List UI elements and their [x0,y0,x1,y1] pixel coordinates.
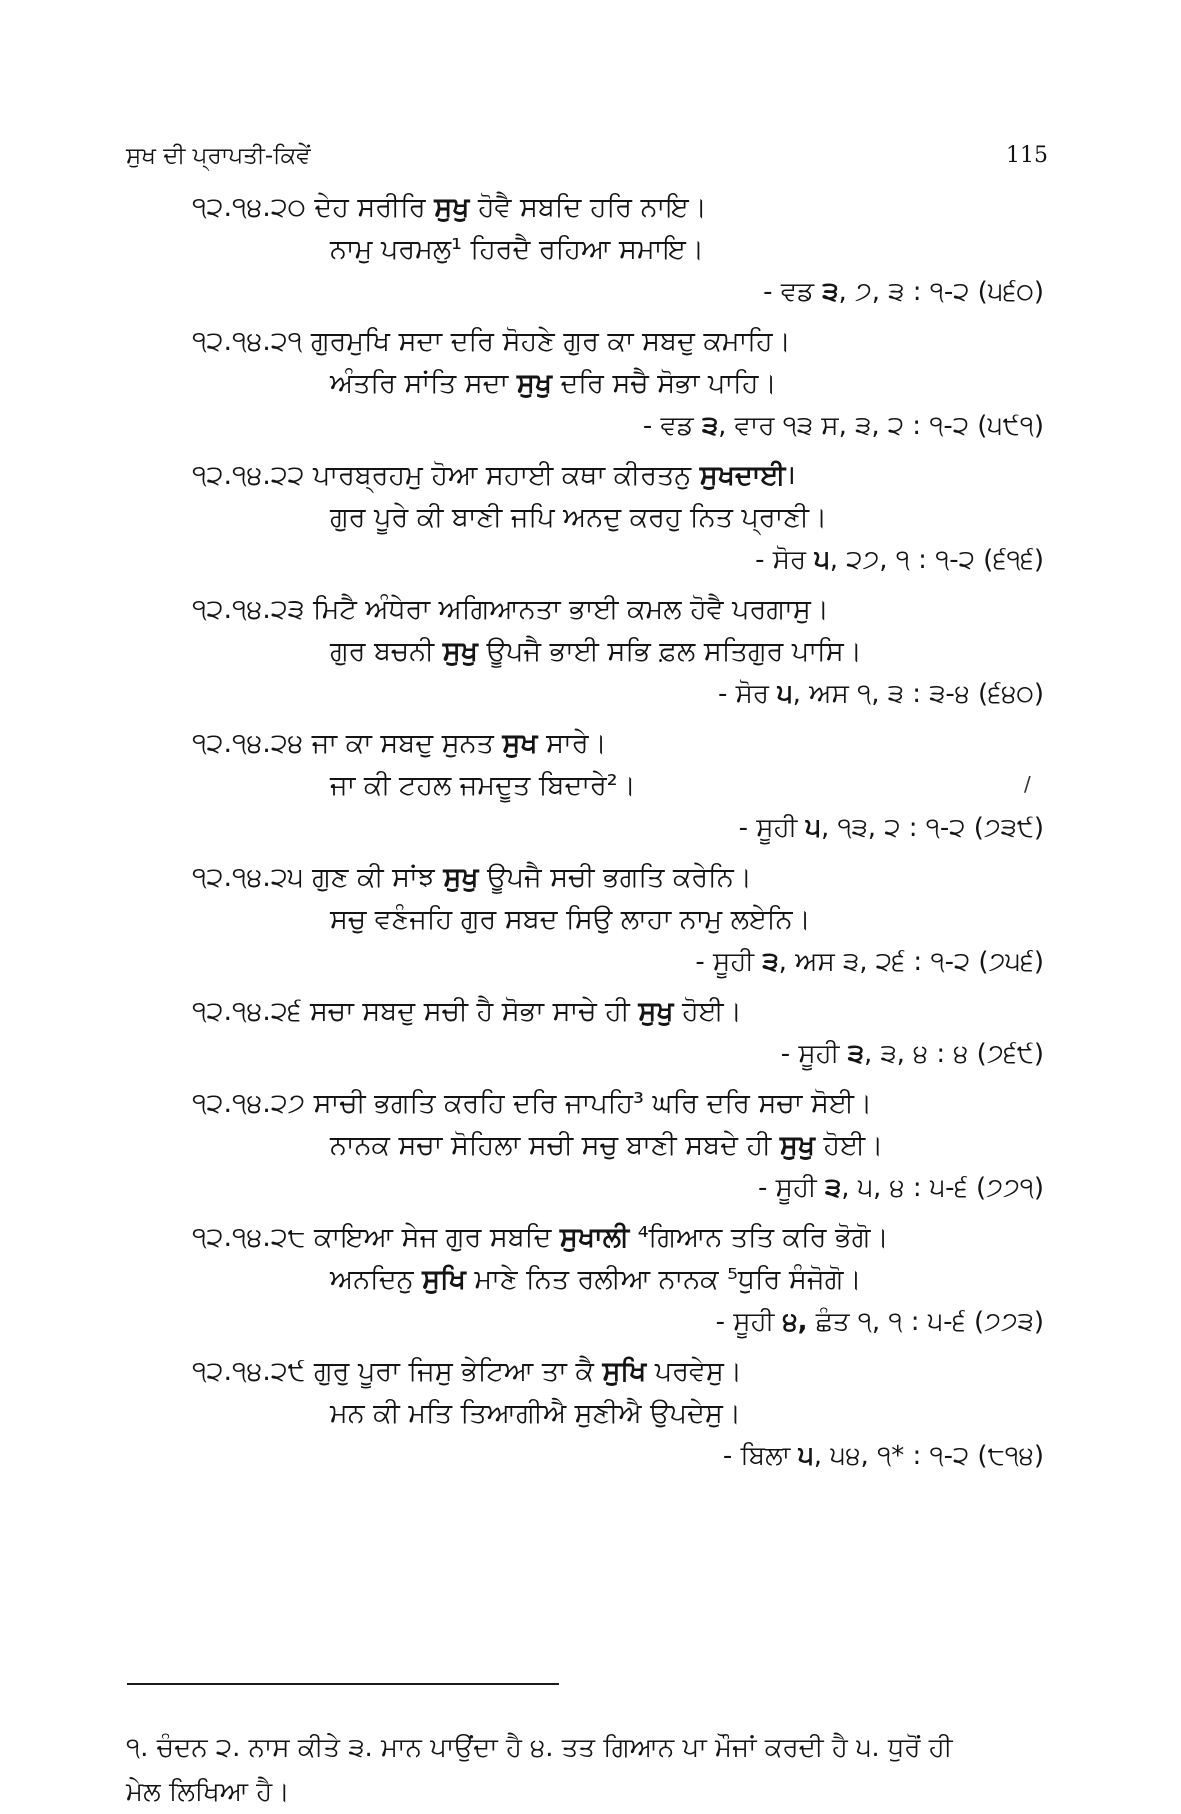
running-header-title: ਸੁਖ ਦੀ ਪ੍ਰਾਪਤੀ-ਕਿਵੇਂ [126,143,311,169]
verse-entry [0,321,1181,447]
verse-entry [0,991,1181,1075]
verse-line-first: ੧੨.੧੪.੨੨ ਪਾਰਬ੍ਰਹਮੁ ਹੋਆ ਸਹਾਈ ਕਥਾ ਕੀਰਤਨੁ ਸੁਖਦਾਈ। [192,460,796,491]
verse-entry [0,455,1181,581]
verse-entry [0,1217,1181,1343]
verse-line-first: ੧੨.੧੪.੨੮ ਕਾਇਆ ਸੇਜ ਗੁਰ ਸਬਦਿ ਸੁਖਾਲੀ ⁴ਗਿਆਨ ਤਤਿ ਕਰਿ ਭੋਗੋ। [192,1222,889,1253]
verse-line-first: ੧੨.੧੪.੨੧ ਗੁਰਮੁਖਿ ਸਦਾ ਦਰਿ ਸੋਹਣੇ ਗੁਰ ਕਾ ਸਬਦੁ ਕਮਾਹਿ। [192,326,791,357]
verse-line-second: ਗੁਰ ਬਚਨੀ ਸੁਖੁ ਊਪਜੈ ਭਾਈ ਸਭਿ ਫ਼ਲ ਸਤਿਗੁਰ ਪਾਸਿ। [330,636,862,667]
verse-line-second: ਗੁਰ ਪੂਰੇ ਕੀ ਬਾਣੀ ਜਪਿ ਅਨਦੁ ਕਰਹੁ ਨਿਤ ਪ੍ਰਾਣੀ। [330,502,828,533]
page-number: 115 [1006,143,1048,168]
verse-entry [0,723,1181,849]
verse-line-second: ਅਨਦਿਨੁ ਸੁਖਿ ਮਾਣੇ ਨਿਤ ਰਲੀਆ ਨਾਨਕ ⁵ਧੁਰਿ ਸੰਜੋਗੋ। [330,1264,862,1295]
verse-source-reference: - ਸੋਰ ੫, ੨੭, ੧ : ੧-੨ (੬੧੬) [755,545,1044,575]
verse-source-reference: - ਵਡ ੩, ਵਾਰ ੧੩ ਸ, ੩, ੨ : ੧-੨ (੫੯੧) [642,411,1044,441]
verse-entries [0,187,1181,1477]
verse-line-first: ੧੨.੧੪.੨੩ ਮਿਟੈ ਅੰਧੇਰਾ ਅਗਿਆਨਤਾ ਭਾਈ ਕਮਲ ਹੋਵੈ ਪਰਗਾਸੁ। [192,594,830,625]
verse-source-reference: - ਸੂਹੀ ੩, ਅਸ ੩, ੨੬ : ੧-੨ (੭੫੬) [695,947,1044,977]
verse-source-reference: - ਸੋਰ ੫, ਅਸ ੧, ੩ : ੩-੪ (੬੪੦) [717,679,1044,709]
verse-line-first: ੧੨.੧੪.੨੪ ਜਾ ਕਾ ਸਬਦੁ ਸੁਨਤ ਸੁਖ ਸਾਰੇ। [192,728,607,759]
verse-line-second: ਜਾ ਕੀ ਟਹਲ ਜਮਦੂਤ ਬਿਦਾਰੇ²। [330,770,636,801]
verse-source-reference: - ਸੂਹੀ ੩, ੩, ੪ : ੪ (੭੬੯) [780,1039,1044,1069]
verse-source-reference: - ਸੂਹੀ ੪, ਛੰਤ ੧, ੧ : ੫-੬ (੭੭੩) [715,1307,1044,1337]
verse-entry [0,589,1181,715]
verse-line-second: ਅੰਤਰਿ ਸਾਂਤਿ ਸਦਾ ਸੁਖੁ ਦਰਿ ਸਚੈ ਸੋਭਾ ਪਾਹਿ। [330,368,777,399]
margin-pen-mark: / [1024,772,1031,796]
verse-source-reference: - ਸੂਹੀ ੩, ੫, ੪ : ੫-੬ (੭੭੧) [758,1173,1044,1203]
footnote-line: ੧. ਚੰਦਨ ੨. ਨਾਸ ਕੀਤੇ ੩. ਮਾਨ ਪਾਉਂਦਾ ਹੈ ੪. ਤਤ ਗਿਆਨ ਪਾ ਮੌਜਾਂ ਕਰਦੀ ਹੈ ੫. ਧੁਰੋਂ ਹੀ [126,1733,953,1763]
verse-line-first: ੧੨.੧੪.੨੭ ਸਾਚੀ ਭਗਤਿ ਕਰਹਿ ਦਰਿ ਜਾਪਹਿ³ ਘਰਿ ਦਰਿ ਸਚਾ ਸੋਈ। [192,1088,873,1119]
footnotes [126,1726,1036,1814]
verse-line-first: ੧੨.੧੪.੨੯ ਗੁਰੁ ਪੂਰਾ ਜਿਸੁ ਭੇਟਿਆ ਤਾ ਕੈ ਸੁਖਿ ਪਰਵੇਸੁ। [192,1356,743,1387]
verse-entry [0,857,1181,983]
verse-line-second: ਨਾਨਕ ਸਚਾ ਸੋਹਿਲਾ ਸਚੀ ਸਚੁ ਬਾਣੀ ਸਬਦੇ ਹੀ ਸੁਖੁ ਹੋਈ। [330,1130,884,1161]
verse-line-second: ਮਨ ਕੀ ਮਤਿ ਤਿਆਗੀਐ ਸੁਣੀਐ ਉਪਦੇਸੁ। [330,1398,742,1429]
footnote-line: ਮੇਲ ਲਿਖਿਆ ਹੈ। [126,1777,290,1807]
verse-entry [0,1351,1181,1477]
verse-line-first: ੧੨.੧੪.੨੦ ਦੇਹ ਸਰੀਰਿ ਸੁਖੁ ਹੋਵੈ ਸਬਦਿ ਹਰਿ ਨਾਇ। [192,192,707,223]
verse-source-reference: - ਵਡ ੩, ੭, ੩ : ੧-੨ (੫੬੦) [763,277,1044,307]
verse-source-reference: - ਸੂਹੀ ੫, ੧੩, ੨ : ੧-੨ (੭੩੯) [738,813,1044,843]
verse-entry [0,187,1181,313]
verse-line-first: ੧੨.੧੪.੨੬ ਸਚਾ ਸਬਦੁ ਸਚੀ ਹੈ ਸੋਭਾ ਸਾਚੇ ਹੀ ਸੁਖੁ ਹੋਈ। [192,996,742,1027]
verse-entry [0,1083,1181,1209]
verse-line-first: ੧੨.੧੪.੨੫ ਗੁਣ ਕੀ ਸਾਂਝ ਸੁਖੁ ਊਪਜੈ ਸਚੀ ਭਗਤਿ ਕਰੇਨਿ। [192,862,752,893]
verse-line-second: ਸਚੁ ਵਣੰਜਹਿ ਗੁਰ ਸਬਦ ਸਿਉ ਲਾਹਾ ਨਾਮੁ ਲਏਨਿ। [330,904,811,935]
footnote-divider [127,1683,559,1685]
verse-source-reference: - ਬਿਲਾ ੫, ੫੪, ੧* : ੧-੨ (੮੧੪) [722,1441,1044,1471]
verse-line-second: ਨਾਮੁ ਪਰਮਲੁ¹ ਹਿਰਦੈ ਰਹਿਆ ਸਮਾਇ। [330,234,705,265]
